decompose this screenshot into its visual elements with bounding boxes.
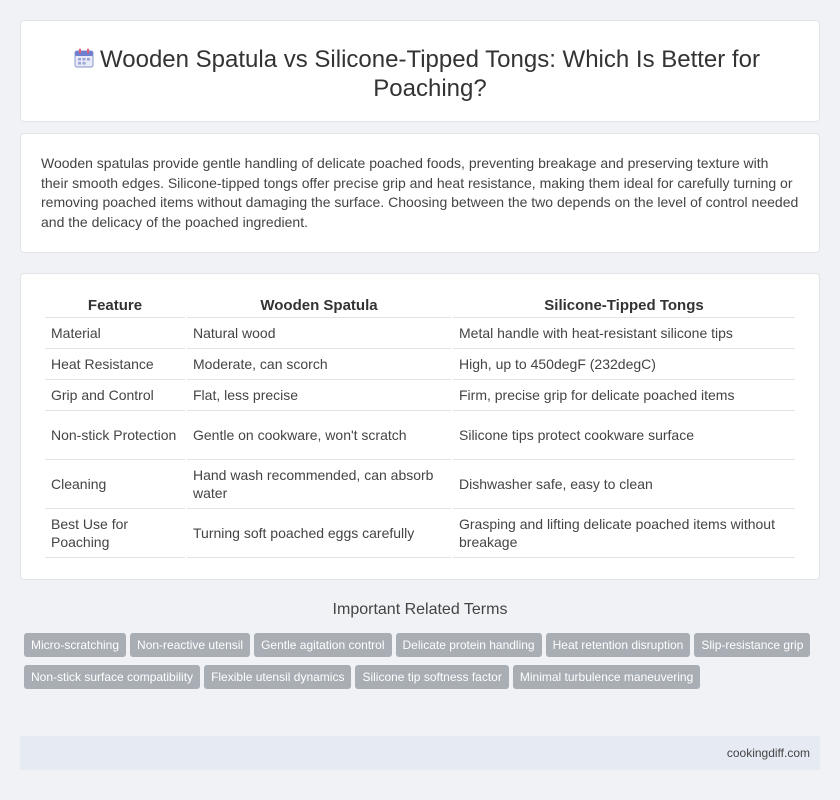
wooden-cell: Flat, less precise	[187, 380, 451, 411]
related-term-tag[interactable]: Slip-resistance grip	[694, 633, 810, 657]
table-row	[45, 349, 795, 380]
feature-cell: Material	[45, 318, 185, 349]
wooden-cell: Natural wood	[187, 318, 451, 349]
related-term-tag[interactable]: Non-reactive utensil	[130, 633, 250, 657]
feature-cell: Heat Resistance	[45, 349, 185, 380]
silicone-cell: Grasping and lifting delicate poached items without breakage	[453, 509, 795, 558]
comparison-card	[20, 273, 820, 580]
table-header-row	[45, 296, 795, 318]
silicone-cell: Dishwasher safe, easy to clean	[453, 460, 795, 509]
title-card	[20, 20, 820, 122]
related-term-tag[interactable]: Silicone tip softness factor	[355, 665, 508, 689]
table-row	[45, 411, 795, 460]
wooden-cell: Turning soft poached eggs carefully	[187, 509, 451, 558]
wooden-cell: Hand wash recommended, can absorb water	[187, 460, 451, 509]
related-term-tag[interactable]: Micro-scratching	[24, 633, 126, 657]
related-term-tag[interactable]: Minimal turbulence maneuvering	[513, 665, 700, 689]
intro-card	[20, 133, 820, 253]
silicone-cell: Silicone tips protect cookware surface	[453, 411, 795, 460]
table-row	[45, 460, 795, 509]
silicone-cell: Metal handle with heat-resistant silicone tips	[453, 318, 795, 349]
related-term-tag[interactable]: Gentle agitation control	[254, 633, 391, 657]
header-silicone-tongs: Silicone-Tipped Tongs	[453, 296, 795, 318]
silicone-cell: High, up to 450degF (232degC)	[453, 349, 795, 380]
feature-cell: Non-stick Protection	[45, 411, 185, 460]
wooden-cell: Moderate, can scorch	[187, 349, 451, 380]
silicone-cell: Firm, precise grip for delicate poached items	[453, 380, 795, 411]
feature-cell: Cleaning	[45, 460, 185, 509]
table-row	[45, 318, 795, 349]
related-term-tag[interactable]: Non-stick surface compatibility	[24, 665, 200, 689]
feature-cell: Grip and Control	[45, 380, 185, 411]
table-row	[45, 380, 795, 411]
header-wooden-spatula: Wooden Spatula	[187, 296, 451, 318]
related-term-tag[interactable]: Delicate protein handling	[396, 633, 542, 657]
comparison-table	[43, 296, 797, 558]
related-terms-list	[24, 633, 824, 697]
related-term-tag[interactable]: Flexible utensil dynamics	[204, 665, 351, 689]
wooden-cell: Gentle on cookware, won't scratch	[187, 411, 451, 460]
related-term-tag[interactable]: Heat retention disruption	[546, 633, 691, 657]
header-feature: Feature	[45, 296, 185, 318]
footer-site-link[interactable]: cookingdiff.com	[726, 746, 810, 760]
footer	[20, 736, 820, 770]
related-terms-title: Important Related Terms	[332, 601, 508, 618]
page-title: Wooden Spatula vs Silicone-Tipped Tongs: Which Is Better for Poaching?	[100, 46, 760, 102]
feature-cell: Best Use for Poaching	[45, 509, 185, 558]
table-row	[45, 509, 795, 558]
intro-paragraph: Wooden spatulas provide gentle handling of delicate poached foods, preventing breakage and preserving texture with their smooth edges. Silicone-tipped tongs offer precise grip and heat resistance, making them ideal for carefully turning or removing poached items without damaging the surface. Choosing between the two depends on the level of control needed and the delicacy of the poached ingredient.	[41, 155, 799, 230]
